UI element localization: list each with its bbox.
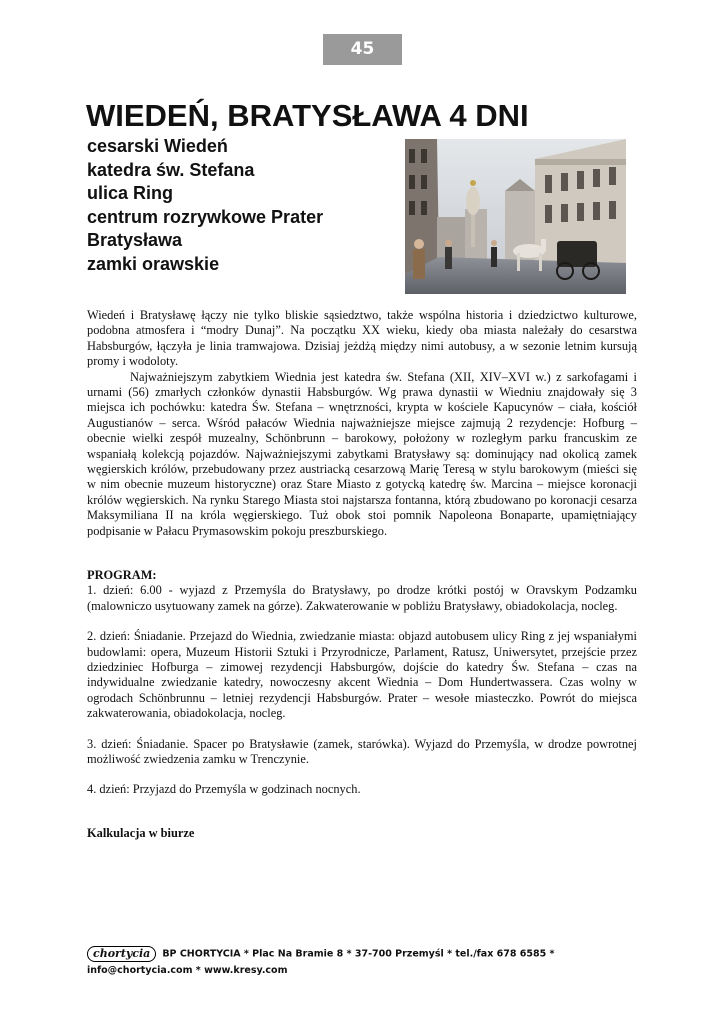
program-day: 3. dzień: Śniadanie. Spacer po Bratysławie (zamek, starówka). Wyjazd do Przemyśla, w drodze powrotnej możliwość zwiedzenia zamku w Trenczynie. — [87, 736, 637, 767]
program-day: 2. dzień: Śniadanie. Przejazd do Wiednia, zwiedzanie miasta: objazd autobusem ulicy Ring z jej wspaniałymi budowlami: opera, Muzeum Historii Sztuki i Przyrodnicze, Parlament, Ratusz, Uniwersytet, przejście przez dziedziniec Hofburga – zimowej rezydencji Habsburgów, dojście do katedry Św. Stefana – czas na indywidualne zwiedzanie katedry, nowoczesny akcent Wiednia – Dom Hundertwassera. Czas wolny w ogrodach Schönbrunnu – letniej rezydencji Habsburgów. Prater – wesołe miasteczko. Powrót do miejsca zakwaterowania, obiadokolacja, nocleg. — [87, 629, 637, 721]
photo-illustration — [405, 139, 626, 294]
intro-text — [87, 308, 637, 539]
highlight-item: ulica Ring — [87, 183, 174, 203]
footer-line-1 — [87, 946, 647, 963]
intro-paragraph: Najważniejszym zabytkiem Wiednia jest katedra św. Stefana (XII, XIV–XVI w.) z sarkofagami i urnami (56) zmarłych członków dynastii Habsburgów. Wg prawa dynastii w Wiedniu znajdowały się 3 miejsca ich pochówku: katedra Św. Stefana – wnętrzności, krypta w kościele Kapucynów – ciała, kościół Augustianów – serca. Wśród pałaców Wiednia najważniejsze miejsce zajmują 2 rezydencje: Hofburg – obecnie wielki zespół muzealny, Schönbrunn – barokowy, położony w rozległym parku francuskim ze wspaniałą kolekcją pojazdów. Najważniejszymi zabytkami Bratysławy są: dominujący nad okolicą zamek węgierskich królów, przebudowany przez austriacką cesarzową Marię Teresą w stylu barokowym (mieści się w nim obecnie muzeum historyczne) oraz Stare Miasto z gotycką katedrę św. Marcina – miejsce koronacji królów węgierskich. Na rynku Starego Miasta stoi najstarsza fontanna, którą zbudowano po koronacji cesarza Maksymiliana II na króla węgierskiego. Tuż obok stoi pomnik Napoleona Bonaparte, upamiętniający podpisanie w Pałacu Prymasowskim pokoju preszburskiego. — [87, 369, 637, 538]
program-day: 1. dzień: 6.00 - wyjazd z Przemyśla do Bratysławy, po drodze krótki postój w Oravskym Podzamku (malowniczo usytuowany zamek na górze). Zakwaterowanie w pobliżu Bratysławy, obiadokolacja, nocleg. — [87, 583, 637, 613]
highlights-list — [87, 135, 323, 276]
intro-paragraph: Wiedeń i Bratysławę łączy nie tylko bliskie sąsiedztwo, także wspólna historia i dziedzictwo kulturowe, podobna atmosfera i “modry Dunaj”. Na początku XX wieku, kiedy oba miasta należały do cesarstwa Habsburgów, łączyła je linia tramwajowa. Dzisiaj jeżdżą między nimi autobusy, a w sezonie letnim kursują promy i wodoloty. — [87, 308, 637, 369]
footer-contact: info@chortycia.com * www.kresy.com — [87, 964, 288, 976]
vienna-street-photo — [405, 139, 626, 294]
highlight-item: katedra św. Stefana — [87, 159, 255, 180]
highlight-item: zamki orawskie — [87, 253, 220, 274]
company-logo: chortycia — [87, 946, 156, 962]
page-number-badge: 45 — [323, 34, 402, 65]
program-heading: PROGRAM: — [87, 568, 157, 582]
highlight-item: Bratysława — [87, 230, 183, 250]
footer-address: BP CHORTYCIA * Plac Na Bramie 8 * 37-700 Przemyśl * tel./fax 678 6585 * — [162, 948, 555, 960]
highlight-item: centrum rozrywkowe Prater — [87, 206, 324, 227]
program-section — [87, 568, 637, 798]
highlight-item: cesarski Wiedeń — [87, 136, 228, 156]
page-title: WIEDEŃ, BRATYSŁAWA 4 DNI — [86, 98, 529, 133]
program-day: 4. dzień: Przyjazd do Przemyśla w godzinach nocnych. — [87, 782, 361, 797]
footer — [87, 946, 647, 979]
calculation-note: Kalkulacja w biurze — [87, 826, 195, 840]
